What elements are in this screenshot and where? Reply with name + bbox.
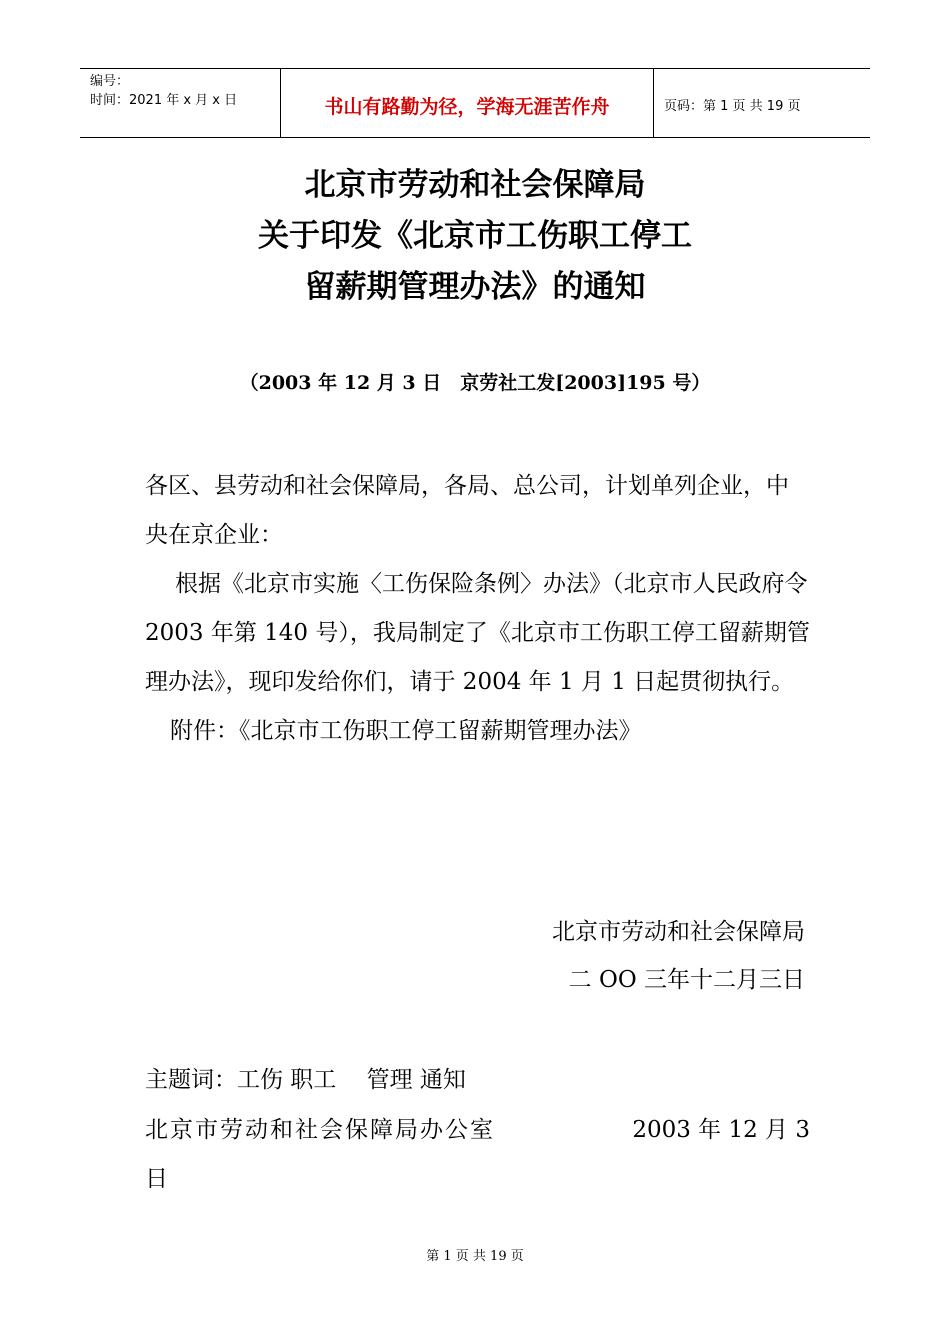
issue-date-continued: 日 (145, 1166, 168, 1192)
issue-date: 2003 年 12 月 3 (632, 1117, 810, 1143)
page-header (80, 68, 870, 138)
subject-keywords: 主题词：工伤 职工 管理 通知 (145, 1067, 466, 1093)
addressee-paragraph: 各区、县劳动和社会保障局，各局、总公司，计划单列企业，中央在京企业： (145, 473, 789, 548)
signature-org: 北京市劳动和社会保障局 (552, 919, 805, 945)
header-motto: 书山有路勤为径，学海无涯苦作舟 (281, 69, 654, 137)
document-body (145, 462, 810, 756)
issuing-office-line (145, 1106, 810, 1155)
title-line-3: 留薪期管理办法》的通知 (304, 269, 646, 305)
title-line-1: 北京市劳动和社会保障局 (304, 167, 646, 203)
header-meta (80, 69, 281, 137)
page-footer: 第 1 页 共 19 页 (426, 1249, 524, 1264)
header-time-label: 时间：2021 年 x 月 x 日 (90, 93, 238, 108)
title-line-2: 关于印发《北京市工伤职工停工 (258, 218, 692, 254)
main-paragraph: 根据《北京市实施〈工伤保险条例〉办法》（北京市人民政府令 2003 年第 140 号），我局制定了《北京市工伤职工停工留薪期管理办法》，现印发给你们，请于 2004 年 1 月 1 日起贯彻执行。 (145, 571, 810, 695)
header-page-info: 页码：第 1 页 共 19 页 (664, 98, 801, 114)
document-number: （2003 年 12 月 3 日 京劳社工发[2003]195 号） (239, 372, 711, 394)
signature-date: 二 OO 三年十二月三日 (568, 967, 805, 993)
issuing-office: 北京市劳动和社会保障局办公室 (145, 1117, 495, 1143)
attachment-paragraph: 附件：《北京市工伤职工停工留薪期管理办法》 (170, 718, 642, 744)
header-number-label: 编号： (90, 74, 130, 89)
document-title (0, 160, 950, 313)
